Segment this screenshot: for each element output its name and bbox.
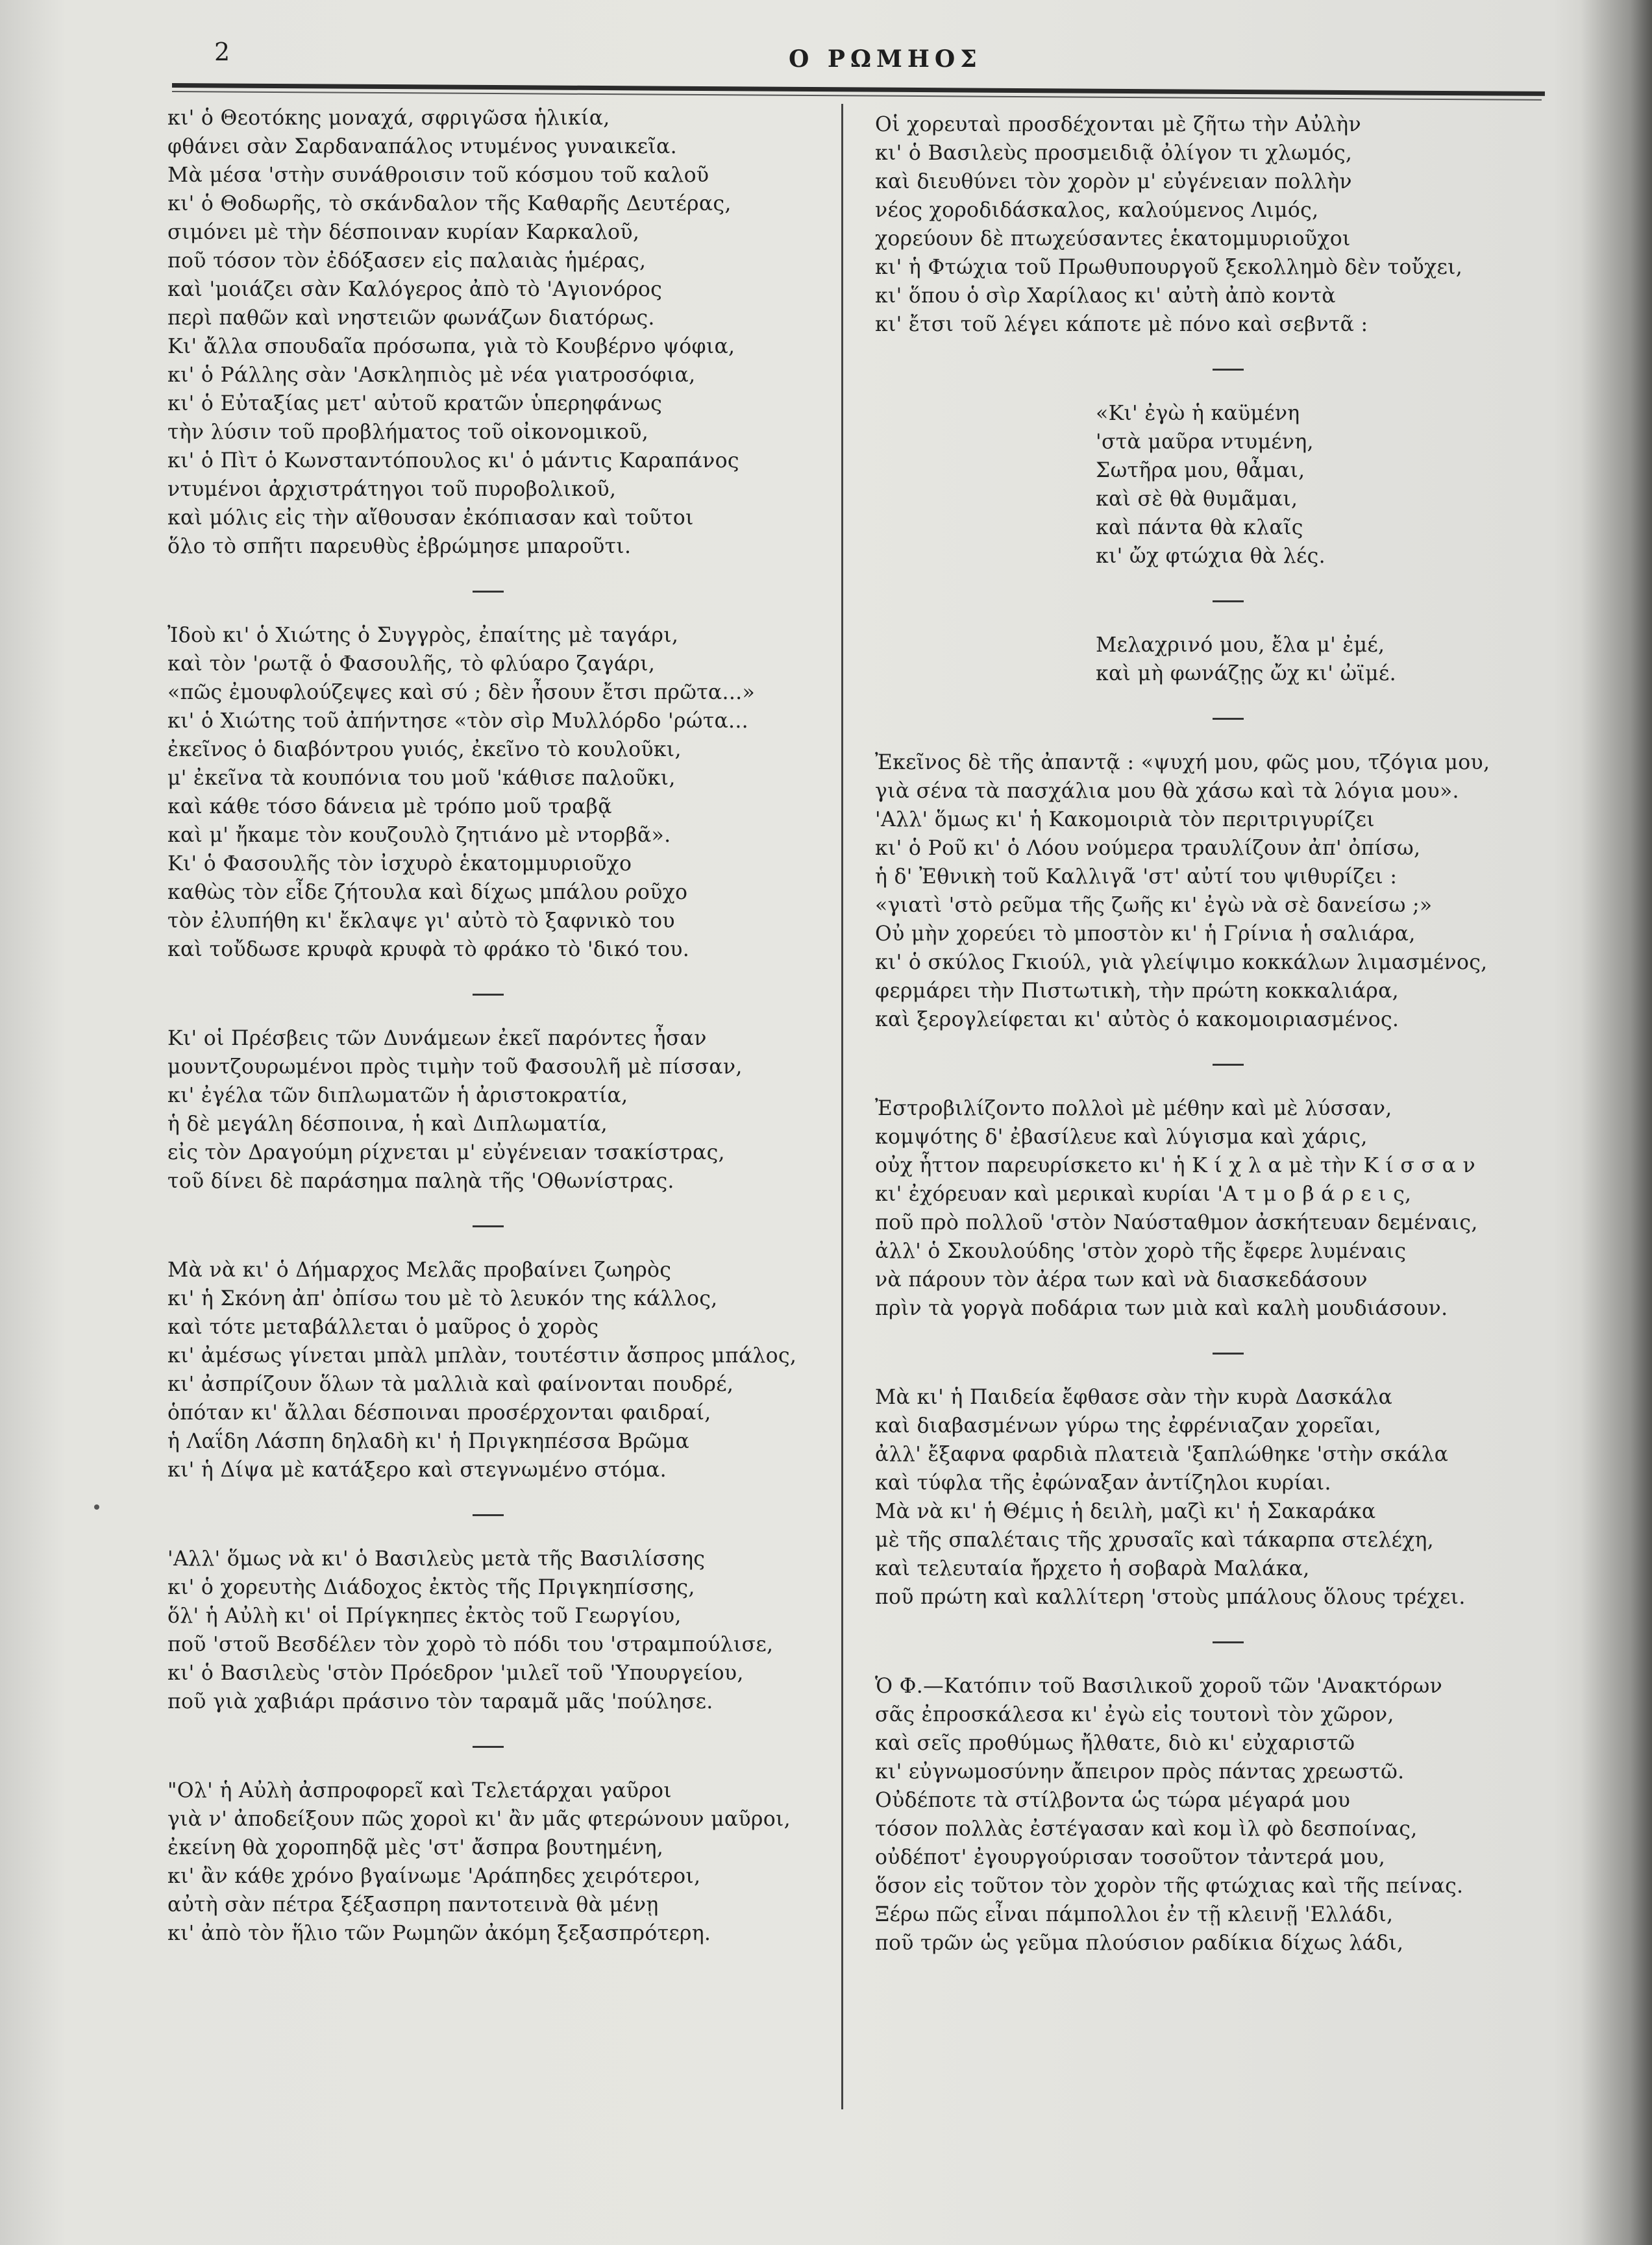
verse-line: περὶ παθῶν καὶ νηστειῶν φωνάζων διατόρως.: [167, 306, 655, 330]
verse-line: Ἐκεῖνος δὲ τῆς ἀπαντᾷ : «ψυχή μου, φῶς μου, τζόγια μου,: [875, 751, 1490, 774]
verse-line: οὐδέποτ' ἐγουργούρισαν τοσοῦτον τἀντερά μου,: [875, 1846, 1386, 1869]
verse-line: καὶ κάθε τόσο δάνεια μὲ τρόπο μοῦ τραβᾷ: [167, 795, 612, 818]
verse-line: τὴν λύσιν τοῦ προβλήματος τοῦ οἰκονομικοῦ,: [167, 421, 649, 444]
verse-line: ὁπόταν κι' ἄλλαι δέσποιναι προσέρχονται φαιδραί,: [167, 1401, 711, 1425]
verse-line: Κι' οἱ Πρέσβεις τῶν Δυνάμεων ἐκεῖ παρόντες ἦσαν: [167, 1027, 707, 1050]
verse-line: ὅλο τὸ σπῆτι παρευθὺς ἐβρώμησε μπαροῦτι.: [167, 535, 632, 558]
verse-line: κι' ἔτσι τοῦ λέγει κάποτε μὲ πόνο καὶ σεβντᾶ :: [875, 313, 1368, 336]
verse-line: καὶ διαβασμένων γύρω της ἐφρένιαζαν χορεῖαι,: [875, 1414, 1381, 1438]
verse-line: «πῶς ἐμουφλούζεψες καὶ σύ ; δὲν ἦσουν ἔτσι πρῶτα...»: [167, 681, 756, 704]
verse-line: 'Αλλ' ὅμως νὰ κι' ὁ Βασιλεὺς μετὰ τῆς Βασιλίσσης: [167, 1547, 706, 1571]
verse-line: μ' ἐκεῖνα τὰ κουπόνια του μοῦ 'κάθισε παλοῦκι,: [167, 767, 676, 790]
verse-line: ποῦ πρὸ πολλοῦ 'στὸν Ναύσταθμον ἀσκήτευαν δεμέναις,: [875, 1211, 1478, 1234]
stanza-separator: [473, 1225, 504, 1227]
verse-line: φερμάρει τὴν Πιστωτικὴ, τὴν πρώτη κοκκαλιάρα,: [875, 979, 1399, 1003]
verse-line: καὶ μόλις εἰς τὴν αἴθουσαν ἐκόπιασαν καὶ τοῦτοι: [167, 506, 694, 530]
verse-line: Κι' ἄλλα σπουδαῖα πρόσωπα, γιὰ τὸ Κουβέρνο ψόφια,: [167, 335, 735, 358]
verse-line: κι' ὁ Εὐταξίας μετ' αὐτοῦ κρατῶν ὑπερηφάνως: [167, 392, 663, 415]
verse-line: ἀλλ' ἔξαφνα φαρδιὰ πλατειὰ 'ξαπλώθηκε 'στὴν σκάλα: [875, 1443, 1449, 1466]
verse-line: καὶ σὲ θὰ θυμᾶμαι,: [1096, 487, 1298, 511]
header-rule: [172, 83, 1545, 96]
verse-line: κι' εὐγνωμοσύνην ἄπειρον πρὸς πάντας χρεωστῶ.: [875, 1760, 1405, 1784]
verse-line: κι' ὁ Ράλλης σὰν 'Ασκληπιὸς μὲ νέα γιατροσόφια,: [167, 363, 696, 387]
verse-stanza: [167, 1545, 836, 1716]
verse-line: κι' ὁ χορευτὴς Διάδοχος ἐκτὸς τῆς Πριγκηπίσσης,: [167, 1576, 695, 1599]
verse-line: φθάνει σὰν Σαρδαναπάλος ντυμένος γυναικεῖα.: [167, 135, 677, 158]
verse-stanza: [875, 748, 1550, 1034]
verse-line: Οἱ χορευταὶ προσδέχονται μὲ ζῆτω τὴν Αὐλὴν: [875, 113, 1361, 136]
verse-line: κι' ἀπὸ τὸν ἥλιο τῶν Ρωμηῶν ἀκόμη ξεξασπρότερη.: [167, 1922, 711, 1945]
verse-line: οὐχ ἧττον παρευρίσκετο κι' ἡ Κ ί χ λ α μὲ τὴν Κ ί σ σ α ν: [875, 1154, 1476, 1177]
verse-line: Μελαχρινό μου, ἔλα μ' ἐμέ,: [1096, 633, 1385, 657]
verse-line: κι' ὁ Βασιλεὺς 'στὸν Πρόεδρον 'μιλεῖ τοῦ 'Υπουργείου,: [167, 1662, 744, 1685]
verse-line: καὶ πάντα θὰ κλαῖς: [1096, 516, 1303, 539]
verse-line: Ξέρω πῶς εἶναι πάμπολλοι ἐν τῇ κλεινῇ 'Ελλάδι,: [875, 1903, 1394, 1926]
verse-line: κι' ἐχόρευαν καὶ μερικαὶ κυρίαι 'Α τ μ ο β ά ρ ε ι ς,: [875, 1183, 1412, 1206]
stanza-separator: [473, 1514, 504, 1516]
verse-line: «γιατὶ 'στὸ ρεῦμα τῆς ζωῆς κι' ἐγὼ νὰ σὲ δανείσω ;»: [875, 894, 1433, 917]
ink-speck: [94, 1504, 99, 1510]
verse-line: κι' ὁ Πὶτ ὁ Κωνσταντόπουλος κι' ὁ μάντις Καραπάνος: [167, 449, 739, 472]
stanza-separator: [473, 1746, 504, 1748]
verse-line: καὶ τελευταία ἤρχετο ἡ σοβαρὰ Μαλάκα,: [875, 1557, 1310, 1580]
page-number: 2: [214, 38, 230, 66]
verse-line: εἰς τὸν Δραγούμη ρίχνεται μ' εὐγένειαν τσακίστρας,: [167, 1141, 725, 1164]
verse-line: ποῦ 'στοῦ Βεσδέλεν τὸν χορὸ τὸ πόδι του 'στραμπούλισε,: [167, 1633, 774, 1656]
poem-stanza: [875, 631, 1550, 688]
verse-line: ἀλλ' ὁ Σκουλούδης 'στὸν χορὸ τῆς ἔφερε λυμέναις: [875, 1240, 1407, 1263]
stanza-separator: [1213, 718, 1244, 720]
verse-line: αὐτὴ σὰν πέτρα ξέξασπρη παντοτεινὰ θὰ μένῃ: [167, 1893, 659, 1917]
verse-line: καὶ μὴ φωνάζῃς ὤχ κι' ὠϊμέ.: [1096, 662, 1396, 685]
verse-line: κι' ὁ Βασιλεὺς προσμειδιᾷ ὀλίγον τι χλωμός,: [875, 141, 1353, 165]
verse-line: γιὰ ν' ἀποδείξουν πῶς χοροὶ κι' ἂν μᾶς φτερώνουν μαῦροι,: [167, 1808, 791, 1831]
verse-line: καὶ τύφλα τῆς ἐφώναξαν ἀντίζηλοι κυρίαι.: [875, 1471, 1331, 1495]
verse-line: καὶ τότε μεταβάλλεται ὁ μαῦρος ὁ χορὸς: [167, 1316, 599, 1339]
verse-line: τὸν ἐλυπήθη κι' ἔκλαψε γι' αὐτὸ τὸ ξαφνικὸ του: [167, 909, 675, 933]
right-column: [875, 110, 1550, 1957]
column-divider: [841, 104, 843, 2109]
verse-line: ἐκείνη θὰ χοροπηδᾷ μὲς 'στ' ἄσπρα βουτημένη,: [167, 1836, 664, 1859]
verse-line: Μὰ νὰ κι' ὁ Δήμαρχος Μελᾶς προβαίνει ζωηρὸς: [167, 1258, 672, 1282]
verse-line: Ἰδοὺ κι' ὁ Χιώτης ὁ Συγγρὸς, ἐπαίτης μὲ ταγάρι,: [167, 624, 679, 647]
verse-line: Οὐ μὴν χορεύει τὸ μποστὸν κι' ἡ Γρίνια ἡ σαλιάρα,: [875, 922, 1416, 946]
verse-line: ἡ δ' Ἐθνικὴ τοῦ Καλλιγᾶ 'στ' αὐτί του ψιθυρίζει :: [875, 865, 1398, 889]
stanza-separator: [1213, 369, 1244, 371]
verse-stanza: [875, 1094, 1550, 1323]
verse-line: ποῦ γιὰ χαβιάρι πράσινο τὸν ταραμᾶ μᾶς 'πούλησε.: [167, 1690, 713, 1713]
verse-line: πρὶν τὰ γοργὰ ποδάρια των μιὰ καὶ καλὴ μουδιάσουν.: [875, 1297, 1448, 1320]
verse-line: κι' ὁ Θεοτόκης μοναχά, σφριγῶσα ἡλικία,: [167, 106, 610, 130]
verse-line: Ἐστροβιλίζοντο πολλοὶ μὲ μέθην καὶ μὲ λύσσαν,: [875, 1097, 1392, 1120]
verse-line: χορεύουν δὲ πτωχεύσαντες ἑκατομμυριοῦχοι: [875, 227, 1351, 251]
verse-line: καὶ μ' ἤκαμε τὸν κουζουλὸ ζητιάνο μὲ ντορβᾶ».: [167, 824, 671, 847]
verse-line: κι' ἡ Σκόνη ἀπ' ὀπίσω του μὲ τὸ λευκόν της κάλλος,: [167, 1287, 718, 1310]
verse-line: μὲ τῆς σπαλέταις τῆς χρυσαῖς καὶ τάκαρπα στελέχη,: [875, 1528, 1434, 1552]
verse-line: τόσον πολλὰς ἐστέγασαν καὶ κομ ὶλ φὸ δεσποίνας,: [875, 1817, 1418, 1841]
verse-line: Μὰ νὰ κι' ἡ Θέμις ἡ δειλὴ, μαζὶ κι' ἡ Σακαράκα: [875, 1500, 1376, 1523]
verse-line: μουντζουρωμένοι πρὸς τιμὴν τοῦ Φασουλῆ μὲ πίσσαν,: [167, 1055, 743, 1079]
verse-line: ποῦ τόσον τὸν ἐδόξασεν εἰς παλαιὰς ἡμέρας,: [167, 249, 647, 273]
stanza-separator: [473, 591, 504, 593]
verse-line: ἡ Λαΐδη Λάσπη δηλαδὴ κι' ἡ Πριγκηπέσσα Βρῶμα: [167, 1430, 690, 1453]
poem-stanza: [875, 399, 1550, 570]
verse-line: κι' ὁ Χιώτης τοῦ ἀπήντησε «τὸν σὶρ Μυλλόρδο 'ρώτα...: [167, 709, 748, 733]
verse-line: ποῦ πρώτη καὶ καλλίτερη 'στοὺς μπάλους ὅλους τρέχει.: [875, 1586, 1466, 1609]
verse-line: σιμόνει μὲ τὴν δέσποιναν κυρίαν Καρκαλοῦ,: [167, 221, 640, 244]
verse-line: καὶ τοὔδωσε κρυφὰ κρυφὰ τὸ φράκο τὸ 'δικό του.: [167, 938, 690, 961]
stanza-separator: [1213, 1641, 1244, 1643]
verse-line: κι' ὁ Ροῦ κι' ὁ Λόου νούμερα τραυλίζουν ἀπ' ὀπίσω,: [875, 837, 1421, 860]
verse-stanza: [167, 621, 836, 964]
verse-line: κι' ἐγέλα τῶν διπλωματῶν ἡ ἀριστοκρατία,: [167, 1084, 628, 1107]
verse-line: καὶ τὸν 'ρωτᾷ ὁ Φασουλῆς, τὸ φλύαρο ζαγάρι,: [167, 652, 656, 676]
verse-line: ἐκεῖνος ὁ διαβόντρου γυιός, ἐκεῖνο τὸ κουλοῦκι,: [167, 738, 682, 761]
verse-line: κι' ὁ Θοδωρῆς, τὸ σκάνδαλον τῆς Καθαρῆς Δευτέρας,: [167, 192, 732, 215]
verse-stanza: [875, 110, 1550, 339]
newspaper-title: Ο ΡΩΜΗΟΣ: [789, 45, 982, 73]
verse-line: ποῦ τρῶν ὡς γεῦμα πλούσιον ραδίκια δίχως λάδι,: [875, 1932, 1404, 1955]
verse-line: κι' ἀμέσως γίνεται μπὰλ μπλὰν, τουτέστιν ἄσπρος μπάλος,: [167, 1344, 797, 1368]
verse-line: ντυμένοι ἀρχιστράτηγοι τοῦ πυροβολικοῦ,: [167, 478, 617, 501]
verse-line: "Ολ' ἡ Αὐλὴ ἀσπροφορεῖ καὶ Τελετάρχαι γαῦροι: [167, 1779, 672, 1802]
verse-stanza: [167, 1024, 836, 1196]
verse-line: Ὁ Φ.—Κατόπιν τοῦ Βασιλικοῦ χοροῦ τῶν 'Ανακτόρων: [875, 1675, 1443, 1698]
verse-line: ὅσον εἰς τοῦτον τὸν χορὸν τῆς φτώχιας καὶ τῆς πείνας.: [875, 1874, 1464, 1898]
stanza-separator: [473, 994, 504, 996]
verse-line: καὶ ξερογλείφεται κι' αὐτὸς ὁ κακομοιριασμένος.: [875, 1008, 1399, 1031]
verse-stanza: [167, 1776, 836, 1948]
verse-line: ἡ δὲ μεγάλη δέσποινα, ἡ καὶ Διπλωματία,: [167, 1112, 608, 1136]
stanza-separator: [1213, 1064, 1244, 1066]
verse-line: Κι' ὁ Φασουλῆς τὸν ἰσχυρὸ ἑκατομμυριοῦχο: [167, 852, 632, 876]
verse-line: κι' ἀσπρίζουν ὅλων τὰ μαλλιὰ καὶ φαίνονται πουδρέ,: [167, 1373, 734, 1396]
verse-line: κι' ἡ Φτώχια τοῦ Πρωθυπουργοῦ ξεκολλημὸ δὲν τοὔχει,: [875, 256, 1463, 279]
stanza-separator: [1213, 600, 1244, 602]
page-edge-shadow: [1581, 0, 1652, 2245]
left-column: [167, 104, 836, 1948]
verse-line: καὶ 'μοιάζει σὰν Καλόγερος ἀπὸ τὸ 'Αγιονόρος: [167, 278, 663, 301]
verse-line: καὶ διευθύνει τὸν χορὸν μ' εὐγένειαν πολλὴν: [875, 170, 1352, 193]
verse-line: κι' ὤχ φτώχια θὰ λές.: [1096, 545, 1325, 568]
verse-line: Σωτῆρα μου, θἆμαι,: [1096, 459, 1305, 482]
verse-line: σᾶς ἐπροσκάλεσα κι' ἐγὼ εἰς τουτονὶ τὸν χῶρον,: [875, 1703, 1394, 1726]
verse-line: 'Αλλ' ὅμως κι' ἡ Κακομοιριὰ τὸν περιτριγυρίζει: [875, 808, 1375, 831]
verse-line: γιὰ σένα τὰ πασχάλια μου θὰ χάσω καὶ τὰ λόγια μου».: [875, 779, 1459, 803]
verse-line: 'στὰ μαῦρα ντυμένη,: [1096, 430, 1314, 454]
verse-line: καθὼς τὸν εἶδε ζήτουλα καὶ δίχως μπάλου ροῦχο: [167, 881, 688, 904]
verse-line: νέος χοροδιδάσκαλος, καλούμενος Λιμός,: [875, 199, 1319, 222]
verse-stanza: [167, 1256, 836, 1484]
verse-line: κι' ἂν κάθε χρόνο βγαίνωμε 'Αράπηδες χειρότεροι,: [167, 1865, 701, 1888]
verse-line: Μὰ κι' ἡ Παιδεία ἔφθασε σὰν τὴν κυρὰ Δασκάλα: [875, 1386, 1393, 1409]
stanza-separator: [1213, 1353, 1244, 1355]
verse-stanza: [875, 1383, 1550, 1612]
verse-line: κομψότης δ' ἐβασίλευε καὶ λύγισμα καὶ χάρις,: [875, 1125, 1368, 1149]
verse-line: Οὐδέποτε τὰ στίλβοντα ὡς τώρα μέγαρά μου: [875, 1789, 1351, 1812]
verse-line: κι' ἡ Δίψα μὲ κατάξερο καὶ στεγνωμένο στόμα.: [167, 1458, 667, 1482]
verse-line: «Κι' ἐγὼ ἡ καϋμένη: [1096, 402, 1300, 425]
verse-line: καὶ σεῖς προθύμως ἤλθατε, διὸ κι' εὐχαριστῶ: [875, 1732, 1355, 1755]
verse-line: νὰ πάρουν τὸν ἀέρα των καὶ νὰ διασκεδάσουν: [875, 1268, 1368, 1292]
verse-line: ὅλ' ἡ Αὐλὴ κι' οἱ Πρίγκηπες ἐκτὸς τοῦ Γεωργίου,: [167, 1604, 682, 1628]
verse-line: τοῦ δίνει δὲ παράσημα παληὰ τῆς 'Οθωνίστρας.: [167, 1170, 674, 1193]
verse-stanza: [875, 1672, 1550, 1957]
verse-line: κι' ὁ σκύλος Γκιούλ, γιὰ γλείψιμο κοκκάλων λιμασμένος,: [875, 951, 1488, 974]
verse-line: Μὰ μέσα 'στὴν συνάθροισιν τοῦ κόσμου τοῦ καλοῦ: [167, 164, 709, 187]
verse-stanza: [167, 104, 836, 561]
verse-line: κι' ὅπου ὁ σὶρ Χαρίλαος κι' αὐτὴ ἀπὸ κοντὰ: [875, 284, 1336, 308]
